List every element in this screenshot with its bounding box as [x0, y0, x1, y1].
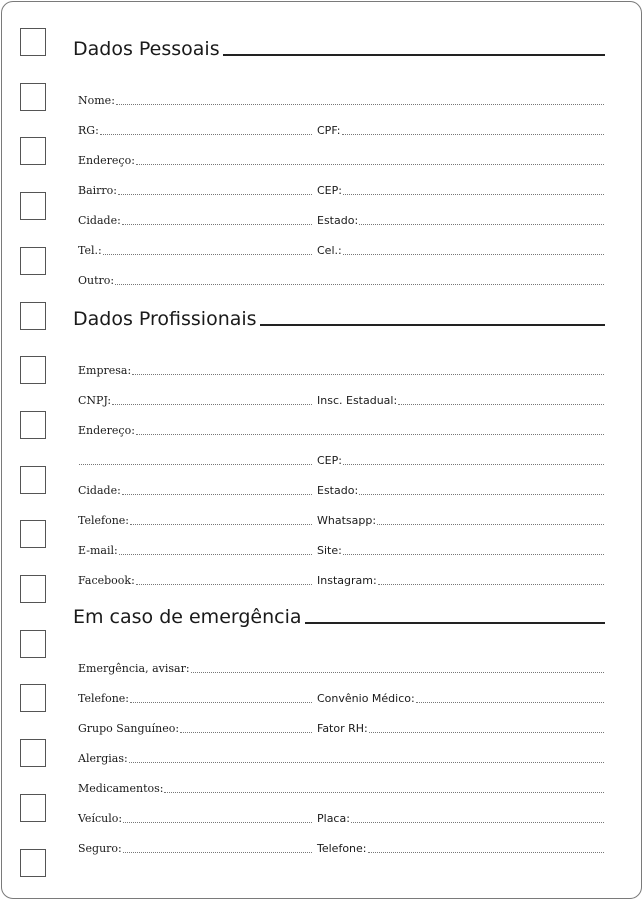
left-field[interactable] — [78, 242, 312, 256]
checkbox[interactable] — [20, 575, 46, 603]
dotted-line[interactable] — [351, 821, 604, 823]
right-field[interactable] — [317, 690, 604, 704]
section-title-text: Dados Pessoais — [73, 38, 220, 60]
left-field[interactable] — [78, 810, 312, 824]
form-row — [78, 152, 604, 166]
section-title — [73, 310, 605, 329]
dotted-line[interactable] — [130, 523, 312, 525]
form-row — [78, 272, 604, 286]
form-page — [1, 1, 642, 899]
field-label: CEP: — [317, 184, 342, 197]
dotted-line[interactable] — [115, 283, 604, 285]
checkbox[interactable] — [20, 630, 46, 658]
form-row — [78, 690, 604, 704]
dotted-line[interactable] — [136, 163, 604, 165]
dotted-line[interactable] — [378, 583, 604, 585]
dotted-line[interactable] — [343, 193, 604, 195]
dotted-line[interactable] — [342, 133, 605, 135]
checkbox[interactable] — [20, 83, 46, 111]
field-label: RG: — [78, 124, 99, 137]
section-title — [73, 608, 605, 627]
dotted-line[interactable] — [191, 671, 604, 673]
field-label: CPF: — [317, 124, 341, 137]
checkbox[interactable] — [20, 520, 46, 548]
dotted-line[interactable] — [359, 493, 604, 495]
dotted-line[interactable] — [359, 223, 604, 225]
right-field[interactable] — [317, 392, 604, 406]
dotted-line[interactable] — [123, 851, 312, 853]
field-label: Outro: — [78, 274, 115, 287]
right-field[interactable] — [317, 720, 604, 734]
field-label: Endereço: — [78, 154, 135, 167]
left-field[interactable] — [78, 272, 604, 286]
field-label: Telefone: — [78, 692, 130, 705]
left-field[interactable] — [78, 422, 604, 436]
checkbox[interactable] — [20, 411, 46, 439]
form-row — [78, 780, 604, 794]
dotted-line[interactable] — [103, 253, 312, 255]
right-field[interactable] — [317, 122, 604, 136]
checkbox[interactable] — [20, 247, 46, 275]
left-field[interactable] — [78, 780, 604, 794]
dotted-line[interactable] — [164, 791, 604, 793]
form-row — [78, 182, 604, 196]
dotted-line[interactable] — [416, 701, 604, 703]
form-row — [78, 482, 604, 496]
field-label: Instagram: — [317, 574, 377, 587]
field-label: Bairro: — [78, 184, 118, 197]
right-field[interactable] — [317, 182, 604, 196]
checkbox[interactable] — [20, 28, 46, 56]
checkbox[interactable] — [20, 302, 46, 330]
form-row — [78, 810, 604, 824]
field-label: CEP: — [317, 454, 342, 467]
field-label: Telefone: — [317, 842, 367, 855]
right-field[interactable] — [317, 542, 604, 556]
dotted-line[interactable] — [116, 103, 604, 105]
dotted-line[interactable] — [377, 523, 604, 525]
right-field[interactable] — [317, 572, 604, 586]
dotted-line[interactable] — [122, 223, 312, 225]
dotted-line[interactable] — [122, 493, 312, 495]
checkbox[interactable] — [20, 684, 46, 712]
section-title — [73, 40, 605, 59]
field-label: Alergias: — [78, 752, 128, 765]
dotted-line[interactable] — [119, 553, 312, 555]
field-label: Cel.: — [317, 244, 342, 257]
dotted-line[interactable] — [100, 133, 312, 135]
dotted-line[interactable] — [180, 731, 312, 733]
field-label: Seguro: — [78, 842, 122, 855]
dotted-line[interactable] — [112, 403, 312, 405]
right-field[interactable] — [317, 242, 604, 256]
field-label: CNPJ: — [78, 394, 112, 407]
dotted-line[interactable] — [343, 463, 604, 465]
dotted-line[interactable] — [136, 433, 604, 435]
dotted-line[interactable] — [343, 253, 604, 255]
field-label: Placa: — [317, 812, 350, 825]
section-rule — [305, 622, 605, 624]
field-label: Facebook: — [78, 574, 135, 587]
dotted-line[interactable] — [129, 761, 604, 763]
form-row — [78, 452, 604, 466]
form-row — [78, 212, 604, 226]
right-field[interactable] — [317, 840, 604, 854]
form-row — [78, 572, 604, 586]
dotted-line[interactable] — [398, 403, 604, 405]
field-label: Site: — [317, 544, 342, 557]
field-label: Empresa: — [78, 364, 132, 377]
field-label: E-mail: — [78, 544, 118, 557]
checkbox[interactable] — [20, 192, 46, 220]
form-row — [78, 720, 604, 734]
section-rule — [223, 54, 605, 56]
form-row — [78, 660, 604, 674]
field-label: Endereço: — [78, 424, 135, 437]
form-row — [78, 242, 604, 256]
left-field[interactable] — [78, 512, 312, 526]
form-row — [78, 392, 604, 406]
field-label: Cidade: — [78, 214, 121, 227]
left-field[interactable] — [78, 750, 604, 764]
form-row — [78, 362, 604, 376]
dotted-line[interactable] — [130, 701, 312, 703]
field-label: Veículo: — [78, 812, 123, 825]
field-label: Fator RH: — [317, 722, 368, 735]
dotted-line[interactable] — [79, 463, 312, 465]
checkbox[interactable] — [20, 849, 46, 877]
left-field[interactable] — [78, 720, 312, 734]
right-field[interactable] — [317, 512, 604, 526]
left-field[interactable] — [78, 392, 312, 406]
right-field[interactable] — [317, 452, 604, 466]
left-field[interactable] — [78, 182, 312, 196]
field-label: Nome: — [78, 94, 115, 107]
checkbox[interactable] — [20, 794, 46, 822]
left-field[interactable] — [78, 690, 312, 704]
form-row — [78, 840, 604, 854]
form-row — [78, 542, 604, 556]
section-title-text: Dados Profissionais — [73, 308, 257, 330]
form-row — [78, 122, 604, 136]
field-label: Cidade: — [78, 484, 121, 497]
left-field[interactable] — [78, 572, 312, 586]
field-label: Emergência, avisar: — [78, 662, 190, 675]
dotted-line[interactable] — [369, 731, 604, 733]
section-title-text: Em caso de emergência — [73, 606, 302, 628]
form-row — [78, 422, 604, 436]
left-field[interactable] — [78, 212, 312, 226]
field-label: Convênio Médico: — [317, 692, 415, 705]
left-field[interactable] — [78, 482, 312, 496]
checkbox[interactable] — [20, 466, 46, 494]
right-field[interactable] — [317, 212, 604, 226]
field-label: Insc. Estadual: — [317, 394, 398, 407]
left-field[interactable] — [78, 122, 312, 136]
checkbox[interactable] — [20, 739, 46, 767]
checkbox[interactable] — [20, 137, 46, 165]
field-label: Whatsapp: — [317, 514, 377, 527]
field-label: Grupo Sanguíneo: — [78, 722, 180, 735]
field-label: Estado: — [317, 484, 359, 497]
dotted-line[interactable] — [132, 373, 604, 375]
form-row — [78, 92, 604, 106]
dotted-line[interactable] — [136, 583, 312, 585]
left-field[interactable] — [78, 452, 312, 466]
left-field[interactable] — [78, 92, 604, 106]
field-label: Telefone: — [78, 514, 130, 527]
left-field[interactable] — [78, 362, 604, 376]
dotted-line[interactable] — [368, 851, 605, 853]
dotted-line[interactable] — [343, 553, 604, 555]
left-field[interactable] — [78, 152, 604, 166]
left-field[interactable] — [78, 660, 604, 674]
left-field[interactable] — [78, 542, 312, 556]
checkbox[interactable] — [20, 356, 46, 384]
dotted-line[interactable] — [123, 821, 312, 823]
left-field[interactable] — [78, 840, 312, 854]
field-label: Estado: — [317, 214, 359, 227]
form-row — [78, 750, 604, 764]
form-row — [78, 512, 604, 526]
field-label: Medicamentos: — [78, 782, 164, 795]
field-label: Tel.: — [78, 244, 102, 257]
right-field[interactable] — [317, 482, 604, 496]
right-field[interactable] — [317, 810, 604, 824]
dotted-line[interactable] — [118, 193, 312, 195]
section-rule — [260, 324, 605, 326]
